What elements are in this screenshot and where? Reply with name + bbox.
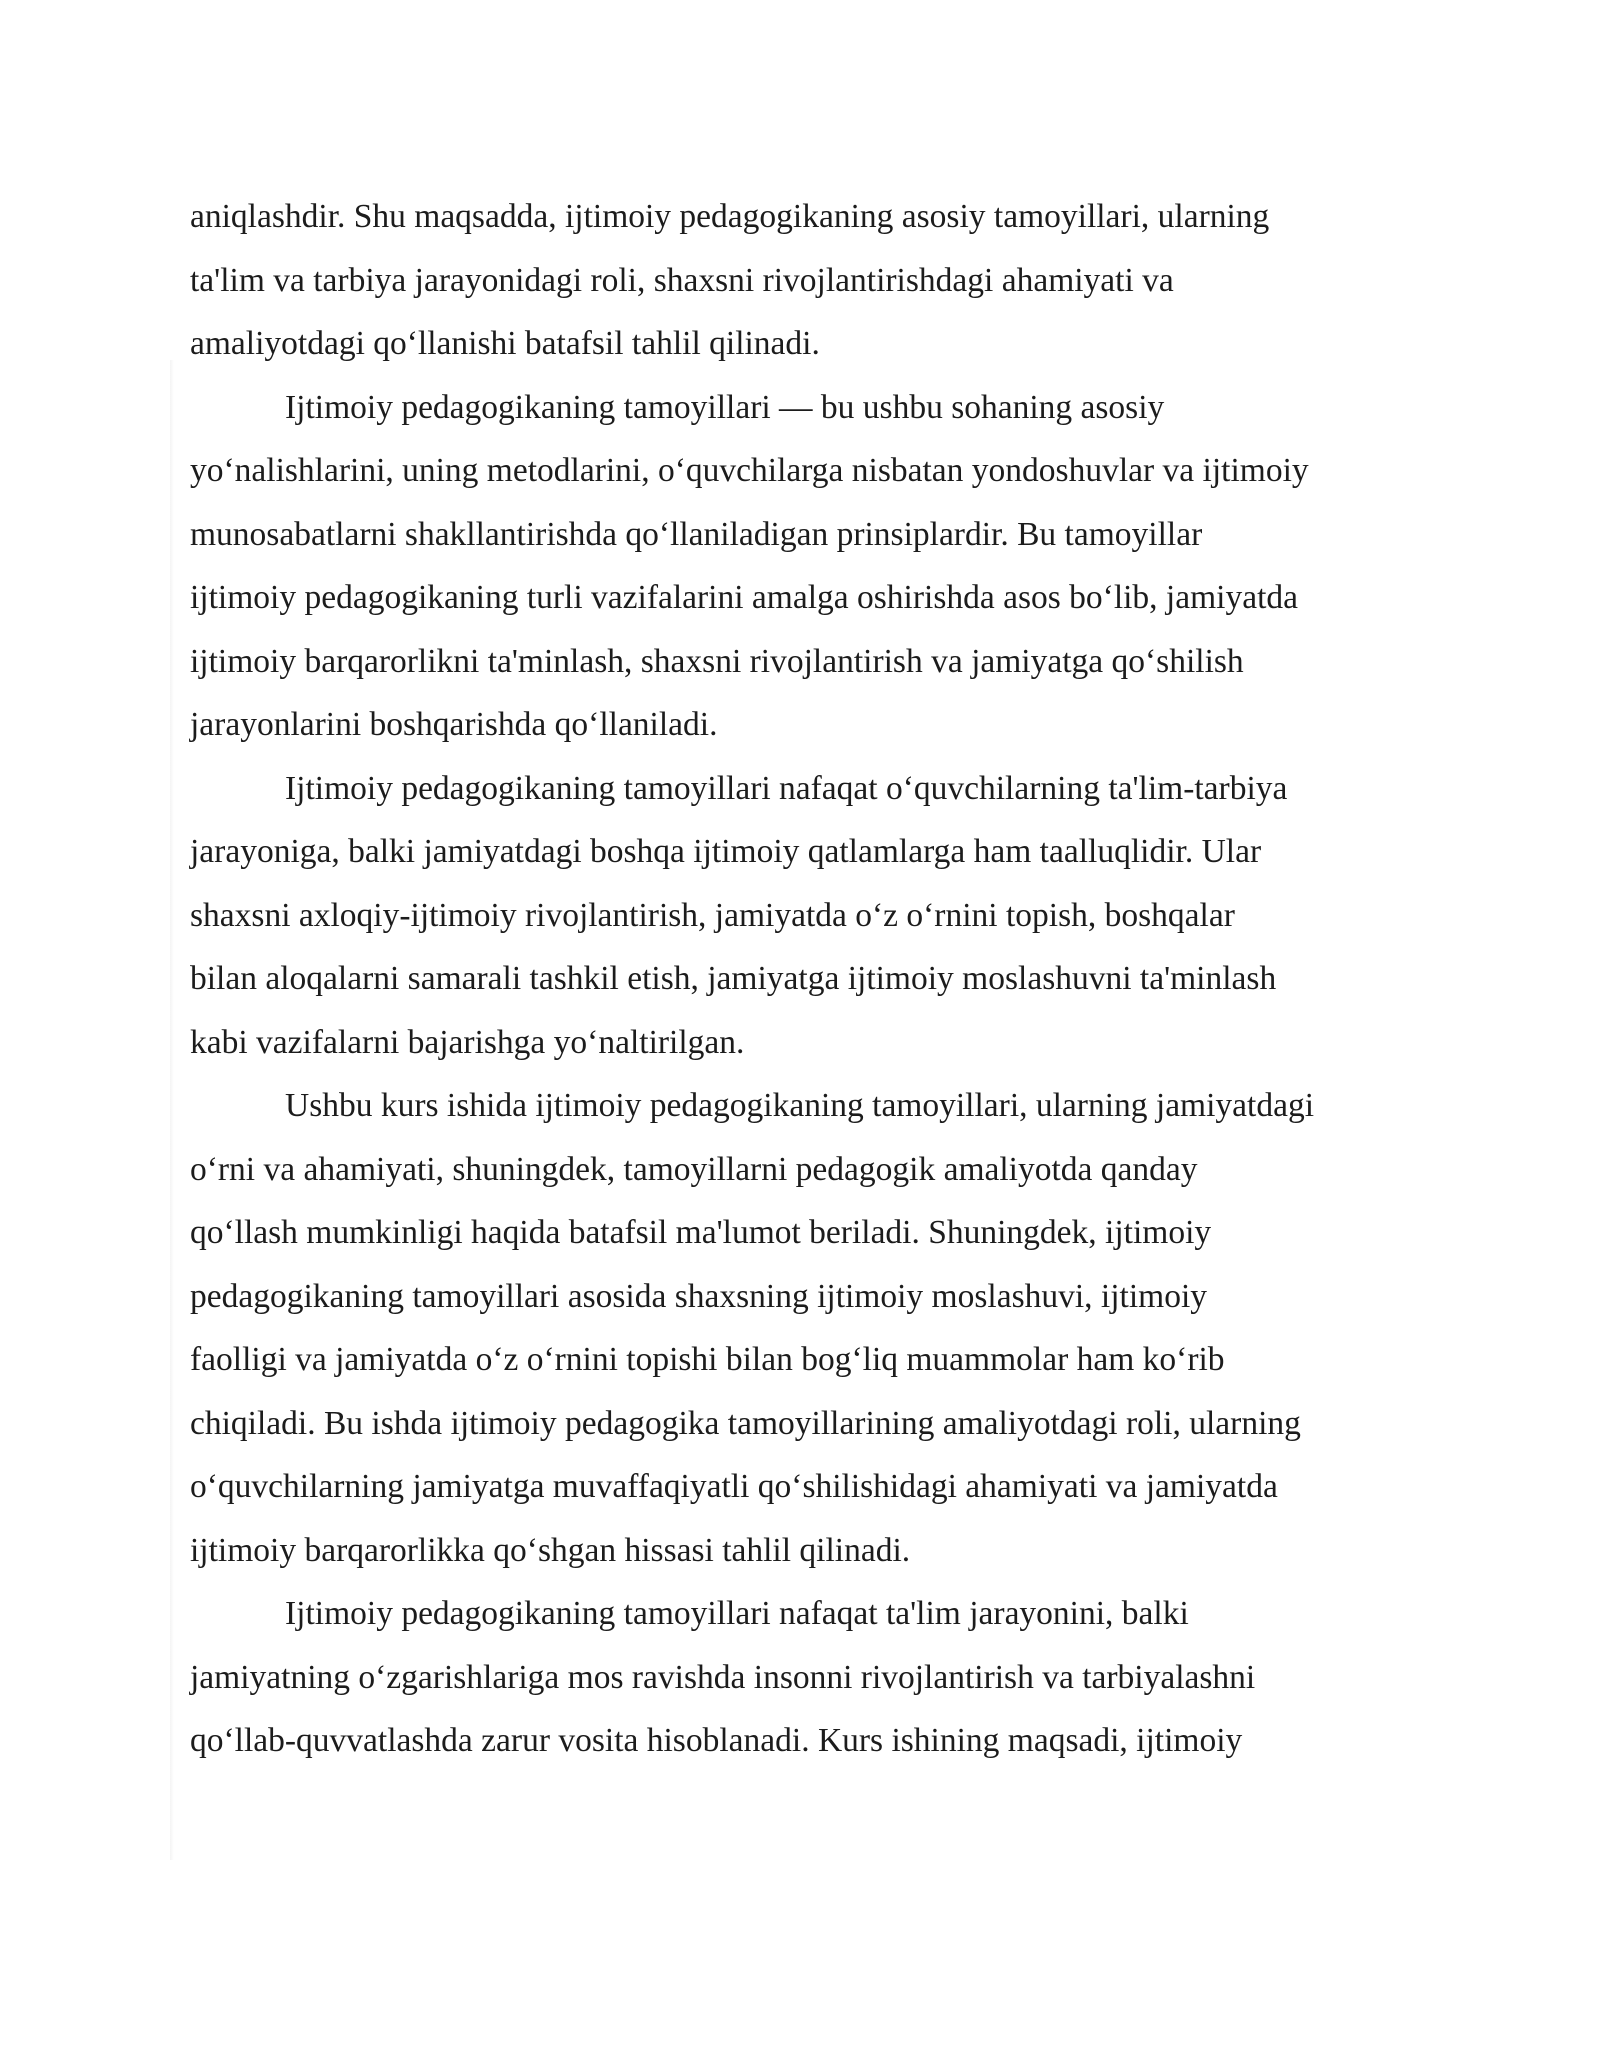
- text-line: ijtimoiy pedagogikaning turli vazifalarini amalga oshirishda asos bo‘lib, jamiyatda: [190, 579, 1299, 616]
- text-line: amaliyotdagi qo‘llanishi batafsil tahlil qilinadi.: [190, 325, 820, 362]
- paragraph-3: [190, 757, 1430, 1075]
- paragraph-1: [190, 185, 1430, 376]
- text-line: shaxsni axloqiy-ijtimoiy rivojlantirish, jamiyatda o‘z o‘rnini topish, boshqalar: [190, 896, 1235, 934]
- text-line: aniqlashdir. Shu maqsadda, ijtimoiy pedagogikaning asosiy tamoyillari, ularning: [190, 198, 1270, 235]
- text-line: chiqiladi. Bu ishda ijtimoiy pedagogika tamoyillarining amaliyotdagi roli, ularning: [190, 1404, 1301, 1442]
- text-line: qo‘llash mumkinligi haqida batafsil ma'lumot beriladi. Shuningdek, ijtimoiy: [190, 1214, 1212, 1251]
- text-line: ta'lim va tarbiya jarayonidagi roli, shaxsni rivojlantirishdagi ahamiyati va: [190, 261, 1174, 299]
- text-line: Ijtimoiy pedagogikaning tamoyillari nafaqat o‘quvchilarning ta'lim-tarbiya: [285, 769, 1288, 807]
- text-line: faolligi va jamiyatda o‘z o‘rnini topishi bilan bog‘liq muammolar ham ko‘rib: [190, 1341, 1225, 1378]
- text-line: kabi vazifalarni bajarishga yo‘naltirilgan.: [190, 1023, 745, 1061]
- document-body: [190, 185, 1430, 1773]
- text-line: qo‘llab-quvvatlashda zarur vosita hisoblanadi. Kurs ishining maqsadi, ijtimoiy: [190, 1722, 1243, 1759]
- text-line: Ushbu kurs ishida ijtimoiy pedagogikaning tamoyillari, ularning jamiyatdagi: [285, 1087, 1315, 1124]
- text-line: yo‘nalishlarini, uning metodlarini, o‘quvchilarga nisbatan yondoshuvlar va ijtimoiy: [190, 452, 1309, 489]
- text-line: munosabatlarni shakllantirishda qo‘llaniladigan prinsiplardir. Bu tamoyillar: [190, 515, 1203, 553]
- text-line: jarayonlarini boshqarishda qo‘llaniladi.: [190, 706, 718, 743]
- text-line: o‘quvchilarning jamiyatga muvaffaqiyatli qo‘shilishidagi ahamiyati va jamiyatda: [190, 1468, 1278, 1505]
- text-line: bilan aloqalarni samarali tashkil etish, jamiyatga ijtimoiy moslashuvni ta'minlash: [190, 960, 1277, 997]
- text-line: ijtimoiy barqarorlikka qo‘shgan hissasi tahlil qilinadi.: [190, 1531, 911, 1569]
- text-line: pedagogikaning tamoyillari asosida shaxsning ijtimoiy moslashuvi, ijtimoiy: [190, 1277, 1208, 1315]
- text-line: jamiyatning o‘zgarishlariga mos ravishda insonni rivojlantirish va tarbiyalashni: [190, 1658, 1256, 1696]
- text-line: jarayoniga, balki jamiyatdagi boshqa ijtimoiy qatlamlarga ham taalluqlidir. Ular: [190, 833, 1262, 870]
- text-line: Ijtimoiy pedagogikaning tamoyillari — bu ushbu sohaning asosiy: [285, 388, 1165, 426]
- text-line: o‘rni va ahamiyati, shuningdek, tamoyillarni pedagogik amaliyotda qanday: [190, 1150, 1198, 1188]
- paragraph-5: [190, 1582, 1430, 1773]
- text-line: ijtimoiy barqarorlikni ta'minlash, shaxsni rivojlantirish va jamiyatga qo‘shilish: [190, 642, 1244, 680]
- page-shadow-edge: [170, 360, 174, 1860]
- paragraph-4: [190, 1074, 1430, 1582]
- text-line: Ijtimoiy pedagogikaning tamoyillari nafaqat ta'lim jarayonini, balki: [285, 1595, 1189, 1632]
- paragraph-2: [190, 376, 1430, 757]
